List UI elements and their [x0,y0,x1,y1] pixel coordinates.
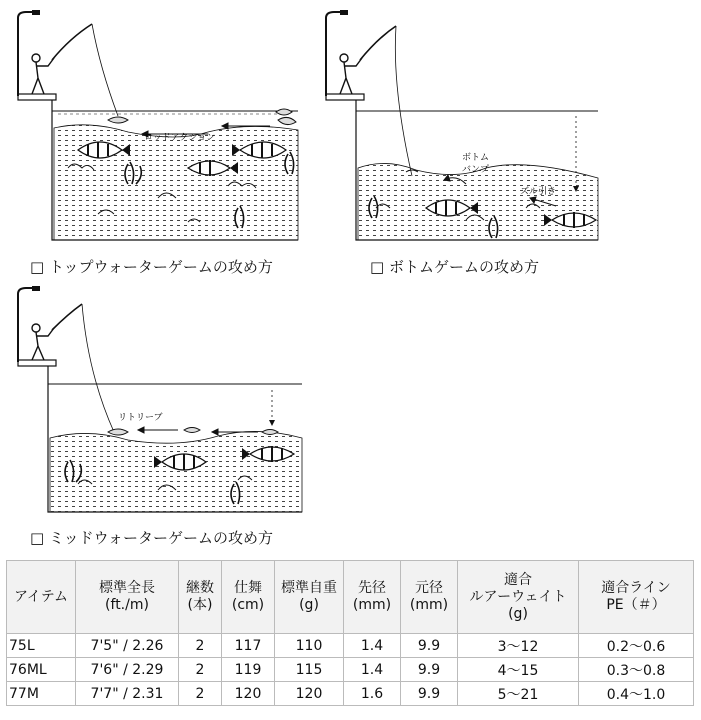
cell-item: 76ML [7,658,76,682]
retrieve-label: リトリーブ [118,413,163,423]
header-closed-length: 仕舞 (cm) [222,561,275,634]
midwater-diagram [8,284,308,516]
cell-pieces: 2 [179,682,222,706]
cell-item: 77M [7,682,76,706]
bottom-game-caption: □ ボトムゲームの攻め方 [370,258,539,276]
cell-line: 0.2～0.6 [579,634,694,658]
cell-tip-diameter: 1.6 [344,682,401,706]
table-header-row [7,561,694,634]
drag-label: ズル引き [520,187,557,197]
cell-weight: 110 [275,634,344,658]
header-pieces: 継数 (本) [179,561,222,634]
header-butt-diameter: 元径 (mm) [401,561,458,634]
table-row [7,634,694,658]
bottom-label: ボトム [462,153,490,163]
cell-tip-diameter: 1.4 [344,634,401,658]
cell-length: 7'7" / 2.31 [76,682,179,706]
cell-line: 0.4～1.0 [579,682,694,706]
angler-icon [32,54,54,94]
cell-length: 7'6" / 2.29 [76,658,179,682]
bump-label: バンプ [462,165,490,175]
cell-lure-weight: 4～15 [458,658,579,682]
cell-item: 75L [7,634,76,658]
cell-butt-diameter: 9.9 [401,682,458,706]
cell-pieces: 2 [179,658,222,682]
topwater-diagram [8,8,308,244]
cell-closed-length: 117 [222,634,275,658]
cell-lure-weight: 3～12 [458,634,579,658]
table-row [7,682,694,706]
header-lure-weight: 適合 ルアーウェイト (g) [458,561,579,634]
bottom-game-diagram [316,8,606,244]
cell-tip-diameter: 1.4 [344,658,401,682]
header-line: 適合ライン PE（＃） [579,561,694,634]
cell-weight: 115 [275,658,344,682]
table-row [7,658,694,682]
cell-line: 0.3～0.8 [579,658,694,682]
midwater-caption: □ ミッドウォーターゲームの攻め方 [30,529,274,547]
rod-action-label: ロッドアクション [144,133,216,143]
cell-butt-diameter: 9.9 [401,634,458,658]
angler-icon [340,54,362,94]
cell-butt-diameter: 9.9 [401,658,458,682]
cell-lure-weight: 5～21 [458,682,579,706]
cell-weight: 120 [275,682,344,706]
angler-icon [32,324,54,360]
header-weight: 標準自重 (g) [275,561,344,634]
header-tip-diameter: 先径 (mm) [344,561,401,634]
header-length: 標準全長 (ft./m) [76,561,179,634]
topwater-caption: □ トップウォーターゲームの攻め方 [30,258,273,276]
cell-closed-length: 120 [222,682,275,706]
cell-length: 7'5" / 2.26 [76,634,179,658]
header-item: アイテム [7,561,76,634]
cell-pieces: 2 [179,634,222,658]
spec-table [6,560,694,706]
cell-closed-length: 119 [222,658,275,682]
